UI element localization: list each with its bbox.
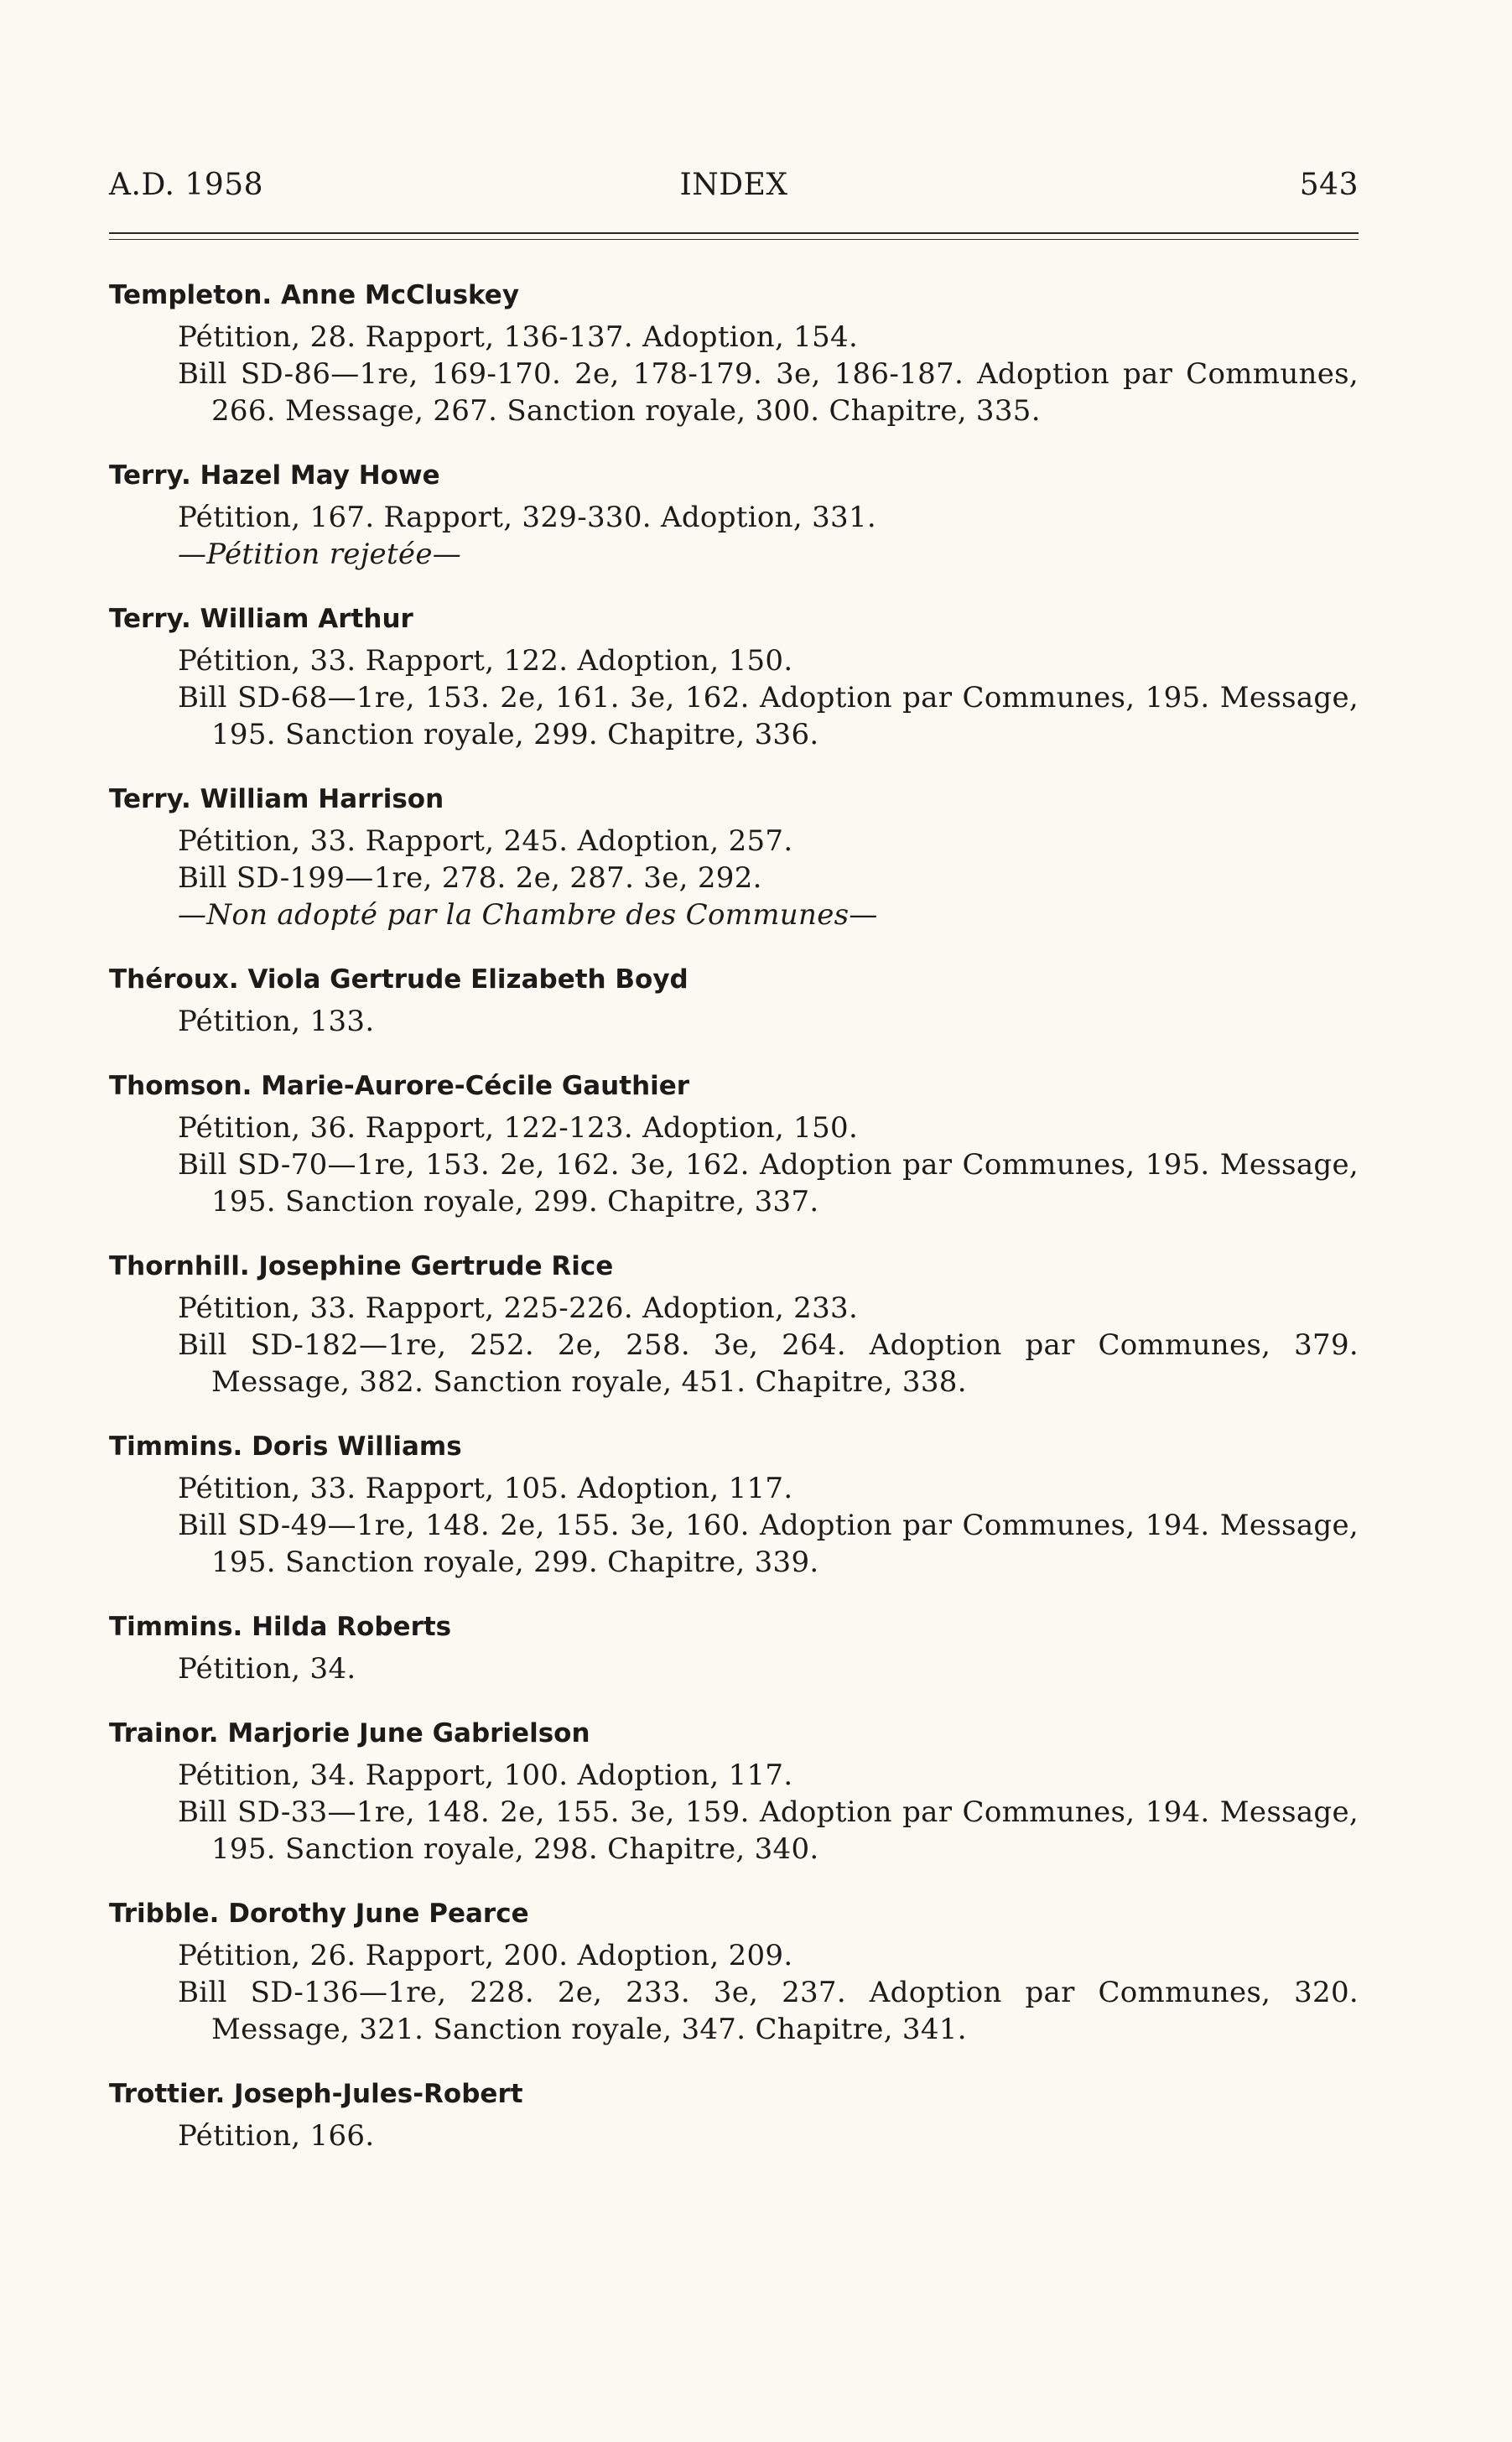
page-number: 543: [1299, 168, 1359, 202]
entry-line: Bill SD-33—1re, 148. 2e, 155. 3e, 159. Adoption par Communes, 194. Message, 195. Sanction royale, 298. Chapitre, 340.: [178, 1795, 1359, 1866]
entry-line: Bill SD-49—1re, 148. 2e, 155. 3e, 160. Adoption par Communes, 194. Message, 195. Sanction royale, 299. Chapitre, 339.: [178, 1509, 1359, 1579]
index-entry: [109, 1248, 1359, 1400]
index-entry: [109, 1715, 1359, 1868]
entry-line: Pétition, 34. Rapport, 100. Adoption, 117.: [178, 1759, 793, 1792]
entry-name: Timmins. Hilda Roberts: [109, 1612, 452, 1642]
entry-name: Templeton. Anne McCluskey: [109, 280, 520, 310]
entry-name: Timmins. Doris Williams: [109, 1431, 462, 1462]
index-entry: [109, 1608, 1359, 1687]
index-entry: [109, 2076, 1359, 2154]
entry-name: Thomson. Marie-Aurore-Cécile Gauthier: [109, 1071, 690, 1101]
index-entry: [109, 961, 1359, 1040]
entry-line: Bill SD-68—1re, 153. 2e, 161. 3e, 162. Adoption par Communes, 195. Message, 195. Sanction royale, 299. Chapitre, 336.: [178, 681, 1359, 751]
entry-line: Pétition, 26. Rapport, 200. Adoption, 209.: [178, 1939, 793, 1972]
index-entries: [109, 277, 1359, 2182]
header-year: A.D. 1958: [109, 168, 264, 202]
entry-name: Théroux. Viola Gertrude Elizabeth Boyd: [109, 964, 688, 995]
entry-name: Tribble. Dorothy June Pearce: [109, 1899, 529, 1929]
header-rule-top: [109, 232, 1359, 234]
entry-line: Pétition, 34.: [178, 1652, 356, 1686]
entry-line: Bill SD-182—1re, 252. 2e, 258. 3e, 264. Adoption par Communes, 379. Message, 382. Sanction royale, 451. Chapitre, 338.: [178, 1328, 1359, 1399]
entry-note: —Pétition rejetée—: [178, 538, 462, 571]
header-rule-bottom: [109, 239, 1359, 240]
index-entry: [109, 1428, 1359, 1581]
entry-name: Terry. William Arthur: [109, 604, 413, 634]
index-entry: [109, 781, 1359, 933]
entry-line: Bill SD-199—1re, 278. 2e, 287. 3e, 292.: [178, 861, 762, 895]
entry-name: Trottier. Joseph-Jules-Robert: [109, 2079, 523, 2109]
entry-line: Pétition, 33. Rapport, 105. Adoption, 117.: [178, 1472, 793, 1505]
entry-line: Pétition, 36. Rapport, 122-123. Adoption, 150.: [178, 1111, 859, 1145]
entry-line: Bill SD-86—1re, 169-170. 2e, 178-179. 3e, 186-187. Adoption par Communes, 266. Message, 267. Sanction royale, 300. Chapitre, 335.: [178, 357, 1359, 428]
entry-line: Pétition, 33. Rapport, 122. Adoption, 150.: [178, 644, 793, 678]
entry-line: Bill SD-136—1re, 228. 2e, 233. 3e, 237. Adoption par Communes, 320. Message, 321. Sanction royale, 347. Chapitre, 341.: [178, 1976, 1359, 2046]
header-title: INDEX: [679, 168, 788, 202]
entry-note: —Non adopté par la Chambre des Communes—: [178, 898, 878, 932]
index-entry: [109, 1895, 1359, 2048]
entry-line: Pétition, 166.: [178, 2119, 375, 2153]
index-entry: [109, 600, 1359, 753]
entry-line: Pétition, 28. Rapport, 136-137. Adoption, 154.: [178, 320, 859, 354]
entry-name: Thornhill. Josephine Gertrude Rice: [109, 1251, 614, 1281]
entry-line: Pétition, 33. Rapport, 245. Adoption, 257.: [178, 824, 793, 858]
entry-name: Terry. William Harrison: [109, 784, 444, 814]
entry-line: Pétition, 167. Rapport, 329-330. Adoption, 331.: [178, 501, 876, 534]
index-entry: [109, 457, 1359, 573]
entry-name: Terry. Hazel May Howe: [109, 460, 440, 491]
page-header: [109, 168, 1359, 218]
index-entry: [109, 1068, 1359, 1220]
entry-line: Pétition, 133.: [178, 1005, 375, 1038]
entry-line: Bill SD-70—1re, 153. 2e, 162. 3e, 162. Adoption par Communes, 195. Message, 195. Sanction royale, 299. Chapitre, 337.: [178, 1148, 1359, 1218]
entry-line: Pétition, 33. Rapport, 225-226. Adoption, 233.: [178, 1291, 859, 1325]
index-entry: [109, 277, 1359, 429]
entry-name: Trainor. Marjorie June Gabrielson: [109, 1718, 590, 1748]
